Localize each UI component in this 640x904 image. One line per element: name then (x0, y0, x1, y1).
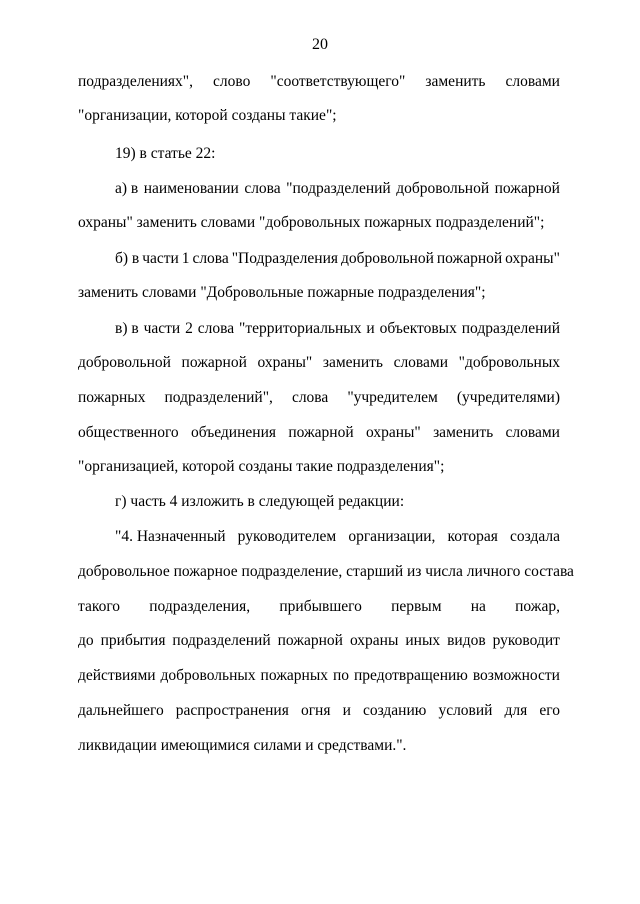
text-line-4: а) в наименовании слова "подразделений добровольной пожарной (115, 180, 560, 197)
text-line-12: "организацией, которой созданы такие подразделения"; (78, 458, 445, 475)
text-line-3: 19) в статье 22: (115, 145, 216, 162)
text-line-17: до прибытия подразделений пожарной охраны иных видов руководит (78, 632, 560, 649)
text-line-10: пожарных подразделений", слова "учредителем (учредителями) (78, 389, 560, 406)
text-line-11: общественного объединения пожарной охраны" заменить словами (78, 424, 560, 441)
text-line-5: охраны" заменить словами "добровольных пожарных подразделений"; (78, 214, 545, 231)
text-line-6: б) в части 1 слова "Подразделения добровольной пожарной охраны" (115, 250, 560, 267)
text-line-14: "4. Назначенный руководителем организации, которая создала (115, 528, 560, 545)
text-line-16: такого подразделения, прибывшего первым на пожар, (78, 598, 560, 615)
text-line-2: "организации, которой созданы такие"; (78, 107, 337, 124)
text-line-19: дальнейшего распространения огня и созданию условий для его (78, 702, 560, 719)
text-line-7: заменить словами "Добровольные пожарные подразделения"; (78, 284, 486, 301)
text-line-1: подразделениях", слово "соответствующего" заменить словами (78, 73, 560, 90)
text-line-9: добровольной пожарной охраны" заменить словами "добровольных (78, 354, 560, 371)
text-line-18: действиями добровольных пожарных по предотвращению возможности (78, 667, 560, 684)
text-line-8: в) в части 2 слова "территориальных и объектовых подразделений (115, 320, 560, 337)
text-line-15: добровольное пожарное подразделение, старший из числа личного состава (78, 563, 574, 580)
page-number: 20 (312, 36, 328, 53)
text-line-13: г) часть 4 изложить в следующей редакции: (115, 493, 405, 510)
text-line-20: ликвидации имеющимися силами и средствами.". (78, 737, 407, 754)
